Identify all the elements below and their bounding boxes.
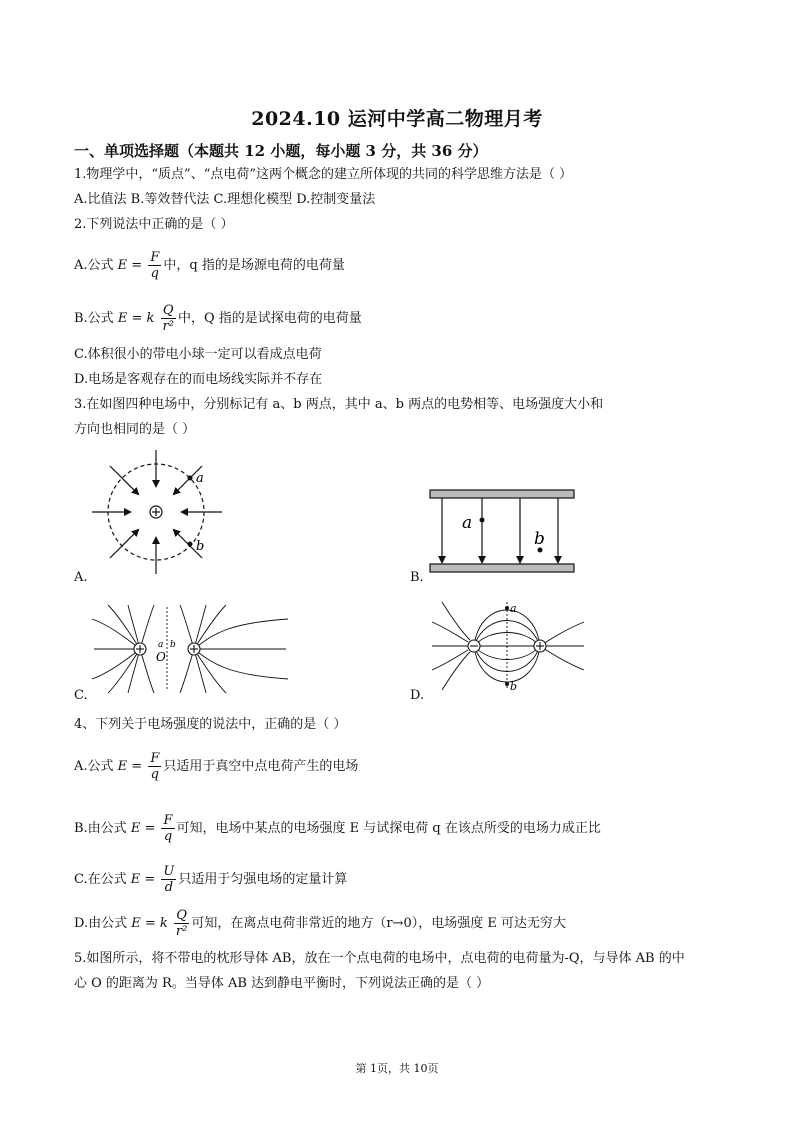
- formula-lhs: E =: [117, 258, 143, 273]
- q4-d-suffix: 可知，在离点电荷非常近的地方（r→0），电场强度 E 可达无穷大: [191, 916, 566, 931]
- denominator: r²: [175, 924, 188, 939]
- formula-lhs: E = k: [117, 311, 155, 326]
- option-label-c: C.: [74, 688, 88, 703]
- q4-a-prefix: A.公式: [74, 759, 114, 774]
- point-a-label: a: [510, 602, 517, 615]
- formula-lhs: E =: [130, 821, 156, 836]
- point-a-label: a: [196, 471, 204, 486]
- option-label-d: D.: [410, 688, 425, 703]
- q4-b-prefix: B.由公式: [74, 821, 127, 836]
- numerator: Q: [161, 303, 176, 319]
- q4-b-suffix: 可知，电场中某点的电场强度 E 与试探电荷 q 在该点所受的电场力成正比: [176, 821, 601, 836]
- q2-option-c: C.体积很小的带电小球一定可以看成点电荷: [74, 347, 322, 362]
- formula-fraction: [161, 813, 174, 844]
- point-b-label: b: [534, 529, 545, 549]
- q2-stem: 2.下列说法中正确的是（ ）: [74, 217, 234, 232]
- formula-lhs: E =: [130, 872, 156, 887]
- denominator: r²: [162, 319, 174, 334]
- numerator: F: [150, 751, 160, 766]
- q4-d-prefix: D.由公式: [74, 916, 128, 931]
- q2-option-b: [74, 303, 362, 334]
- numerator: F: [150, 250, 160, 265]
- q3-stem-line1: 3.在如图四种电场中，分别标记有 a、b 两点，其中 a、b 两点的电势相等、电场强度大小和: [74, 397, 604, 412]
- point-a-label: a: [158, 640, 164, 650]
- formula-fraction: [161, 864, 176, 895]
- formula-fraction: [161, 303, 176, 334]
- page-footer: 第 1页，共 10页: [355, 1062, 439, 1075]
- point-o-label: O: [156, 650, 166, 664]
- formula-lhs: E =: [117, 759, 143, 774]
- q3-stem-line2: 方向也相同的是（ ）: [74, 422, 196, 437]
- q1-options: A.比值法 B.等效替代法 C.理想化模型 D.控制变量法: [74, 192, 376, 207]
- q2-b-prefix: B.公式: [74, 311, 114, 326]
- q2-option-d: D.电场是客观存在的而电场线实际并不存在: [74, 372, 323, 387]
- numerator: U: [163, 864, 175, 879]
- q5-stem-line2: 心 O 的距离为 R。当导体 AB 达到静电平衡时，下列说法正确的是（ ）: [74, 976, 490, 991]
- q2-a-prefix: A.公式: [74, 258, 114, 273]
- point-b-label: b: [170, 640, 176, 650]
- q4-option-a: [74, 751, 358, 782]
- option-label-a: A.: [74, 570, 88, 585]
- q4-c-prefix: C.在公式: [74, 872, 127, 887]
- q2-a-suffix: 中，q 指的是场源电荷的电荷量: [163, 258, 345, 273]
- q4-c-suffix: 只适用于匀强电场的定量计算: [178, 872, 348, 887]
- figure-a-radial-field: [88, 446, 228, 576]
- denominator: q: [150, 266, 159, 281]
- denominator: q: [150, 767, 159, 782]
- formula-fraction: [174, 908, 189, 939]
- figure-b-uniform-field: [424, 486, 580, 578]
- formula-fraction: [148, 250, 161, 281]
- formula-lhs: E = k: [131, 916, 168, 931]
- q5-stem-line1: 5.如图所示，将不带电的枕形导体 AB，放在一个点电荷的电场中，点电荷的电荷量为-Q，与导体 AB 的中: [74, 951, 685, 966]
- section-heading: 一、单项选择题（本题共 12 小题，每小题 3 分，共 36 分）: [74, 142, 488, 160]
- q4-option-d: [74, 908, 566, 939]
- q4-a-suffix: 只适用于真空中点电荷产生的电场: [163, 759, 359, 774]
- denominator: d: [164, 880, 174, 895]
- figure-d-dipole: [428, 598, 588, 694]
- q4-option-b: [74, 813, 601, 844]
- point-b-label: b: [196, 539, 205, 554]
- formula-fraction: [148, 751, 161, 782]
- q2-option-a: [74, 250, 345, 281]
- point-b-label: b: [510, 680, 518, 693]
- q2-b-suffix: 中，Q 指的是试探电荷的电荷量: [177, 311, 362, 326]
- figure-c-like-charges: [90, 603, 290, 695]
- q1-stem: 1.物理学中，“质点”、“点电荷”这两个概念的建立所体现的共同的科学思维方法是（ ）: [74, 167, 573, 182]
- numerator: Q: [174, 908, 189, 924]
- page-title: 2024.10 运河中学高二物理月考: [251, 108, 543, 130]
- q4-stem: 4、下列关于电场强度的说法中，正确的是（ ）: [74, 717, 347, 732]
- denominator: q: [163, 829, 173, 844]
- numerator: F: [163, 813, 173, 828]
- point-a-label: a: [462, 513, 473, 533]
- option-label-b: B.: [410, 570, 424, 585]
- q4-option-c: [74, 864, 347, 895]
